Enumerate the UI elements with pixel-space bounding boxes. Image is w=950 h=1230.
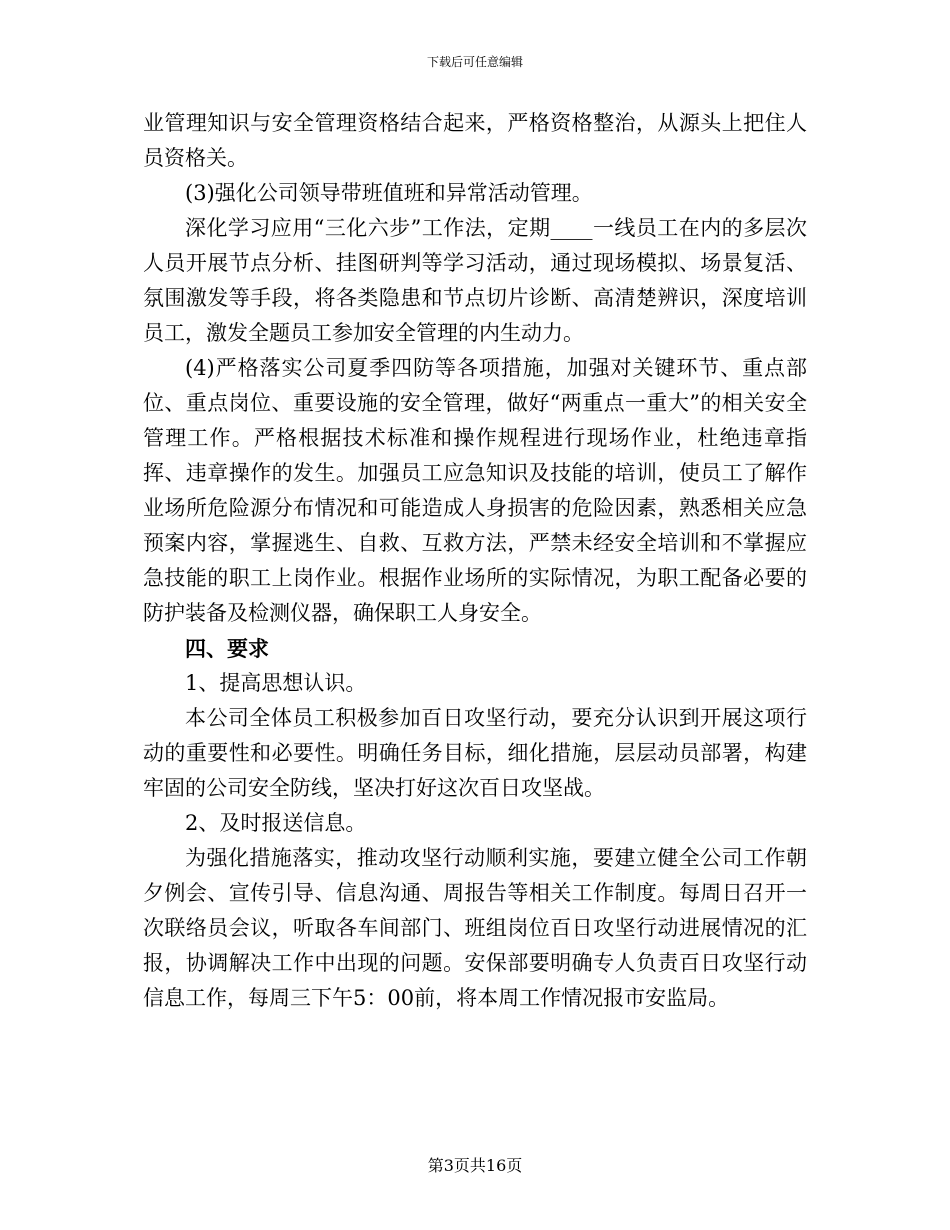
paragraph-continuation: 业管理知识与安全管理资格结合起来，严格资格整治，从源头上把住人员资格关。	[143, 111, 807, 170]
page-header: 下载后可任意编辑	[426, 55, 523, 69]
subheading-1: 1、提高思想认识。	[185, 671, 367, 695]
paragraph-item-3-body: 深化学习应用“三化六步”工作法，定期____一线员工在内的多层次人员开展节点分析、挂图研判等学习活动，通过现场模拟、场景复活、氛围激发等手段，将各类隐患和节点切片诊断、高清楚辨识，深度培训员工，激发全题员工参加安全管理的内生动力。	[143, 216, 807, 345]
paragraph-item-4: (4)严格落实公司夏季四防等各项措施，加强对关键环节、重点部位、重点岗位、重要设施的安全管理，做好“两重点一重大”的相关安全管理工作。严格根据技术标准和操作规程进行现场作业，杜绝违章指挥、违章操作的发生。加强员工应急知识及技能的培训，使员工了解作业场所危险源分布情况和可能造成人身损害的危险因素，熟悉相关应急预案内容，掌握逃生、自救、互救方法，严禁未经安全培训和不掌握应急技能的职工上岗作业。根据作业场所的实际情况，为职工配备必要的防护装备及检测仪器，确保职工人身安全。	[143, 356, 807, 625]
paragraph-requirement-1: 本公司全体员工积极参加百日攻坚行动，要充分认识到开展这项行动的重要性和必要性。明确任务目标，细化措施，层层动员部署，构建牢固的公司安全防线，坚决打好这次百日攻坚战。	[143, 706, 807, 800]
subheading-2: 2、及时报送信息。	[185, 811, 367, 835]
page-number: 第3页共16页	[427, 1156, 523, 1175]
paragraph-requirement-2: 为强化措施落实，推动攻坚行动顺利实施，要建立健全公司工作朝夕例会、宣传引导、信息沟通、周报告等相关工作制度。每周日召开一次联络员会议，听取各车间部门、班组岗位百日攻坚行动进展情况的汇报，协调解决工作中出现的问题。安保部要明确专人负责百日攻坚行动信息工作，每周三下午5：00前，将本周工作情况报市安监局。	[143, 846, 807, 1010]
paragraph-item-3-title: (3)强化公司领导带班值班和异常活动管理。	[185, 181, 593, 205]
section-heading-requirements: 四、要求	[185, 636, 269, 661]
document-body	[143, 106, 807, 1016]
